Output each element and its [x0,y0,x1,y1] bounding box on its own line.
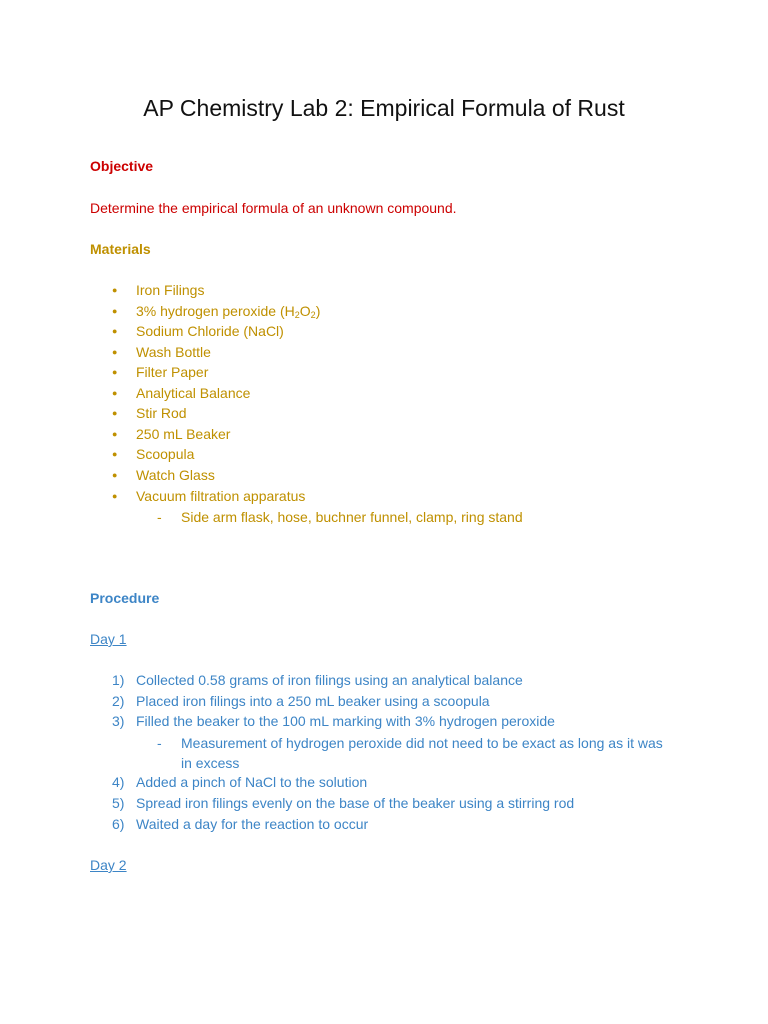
list-item [112,343,211,361]
material-watch-glass: Watch Glass [136,467,215,483]
step-text: Collected 0.58 grams of iron filings using an analytical balance [136,672,523,688]
bullet-icon: ● [112,470,118,480]
step-text: Waited a day for the reaction to occur [136,816,369,832]
bullet-icon: ● [112,285,118,295]
list-item [112,302,321,320]
objective-text: Determine the empirical formula of an unknown compound. [90,200,457,216]
bullet-icon: ● [112,306,118,316]
material-stir-rod: Stir Rod [136,405,187,421]
step-number: 3) [112,713,125,729]
list-item [112,384,251,402]
material-beaker: 250 mL Beaker [136,426,231,442]
step-number: 1) [112,672,125,688]
procedure-step [112,671,523,689]
procedure-step [112,712,555,730]
list-item [112,404,187,422]
formula-close-paren: ) [315,303,321,319]
bullet-icon: ● [112,326,118,336]
dash-icon: - [157,509,162,525]
page-title: AP Chemistry Lab 2: Empirical Formula of Rust [143,95,625,121]
procedure-heading: Procedure [90,590,160,606]
step-number: 2) [112,693,125,709]
dash-icon: - [157,735,162,751]
day1-link[interactable]: Day 1 [90,631,127,647]
list-item [112,425,231,443]
material-vacuum-filtration: Vacuum filtration apparatus [136,488,306,504]
procedure-step [112,692,490,710]
list-item [112,445,195,463]
step-text: Filled the beaker to the 100 mL marking with 3% hydrogen peroxide [136,713,555,729]
subscript-2: 2 [310,310,316,320]
bullet-icon: ● [112,408,118,418]
material-sodium-chloride: Sodium Chloride (NaCl) [136,323,284,339]
bullet-icon: ● [112,347,118,357]
subscript-2: 2 [294,310,300,320]
bullet-icon: ● [112,449,118,459]
material-analytical-balance: Analytical Balance [136,385,251,401]
procedure-step-note [157,733,676,773]
material-scoopula: Scoopula [136,446,195,462]
bullet-icon: ● [112,491,118,501]
list-item [112,466,215,484]
formula-oxygen: O [299,303,311,319]
step-text: Spread iron filings evenly on the base of the beaker using a stirring rod [136,795,575,811]
material-wash-bottle: Wash Bottle [136,344,211,360]
material-iron-filings: Iron Filings [136,282,205,298]
bullet-icon: ● [112,429,118,439]
step-note-text: Measurement of hydrogen peroxide did not need to be exact as long as it was in excess [181,735,663,771]
list-item [112,322,284,340]
material-subitem: Side arm flask, hose, buchner funnel, clamp, ring stand [181,509,523,525]
list-subitem [157,508,523,526]
step-number: 4) [112,774,125,790]
procedure-step [112,815,369,833]
step-text: Added a pinch of NaCl to the solution [136,774,368,790]
list-item [112,487,306,505]
bullet-icon: ● [112,367,118,377]
day2-link[interactable]: Day 2 [90,857,127,873]
procedure-step [112,773,368,791]
step-text: Placed iron filings into a 250 mL beaker using a scoopula [136,693,490,709]
objective-heading: Objective [90,158,154,174]
step-number: 6) [112,816,125,832]
materials-heading: Materials [90,241,151,257]
list-item [112,363,209,381]
step-number: 5) [112,795,125,811]
material-hydrogen-peroxide: 3% hydrogen peroxide (H [136,303,295,319]
procedure-step [112,794,575,812]
list-item [112,281,205,299]
material-filter-paper: Filter Paper [136,364,209,380]
bullet-icon: ● [112,388,118,398]
